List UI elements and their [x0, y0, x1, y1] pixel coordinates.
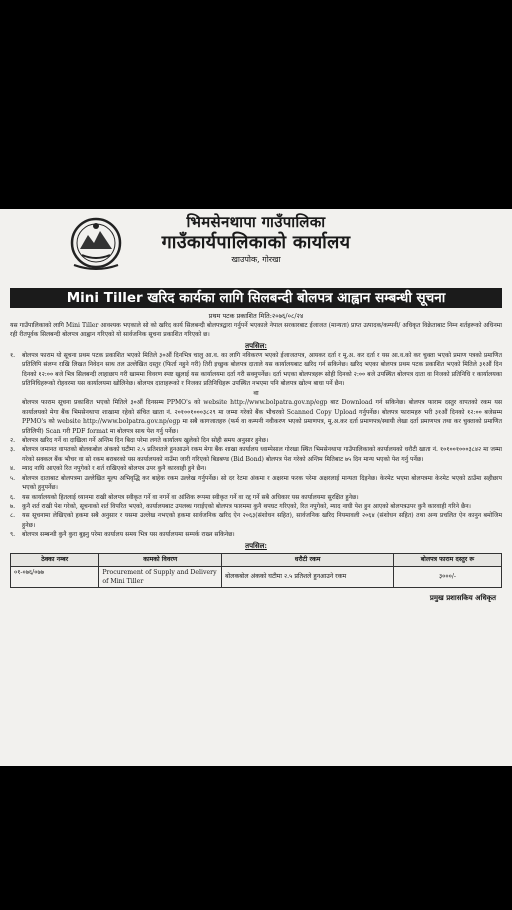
- list-item: २. बोलपत्र खरिद गर्ने वा दाखिला गर्ने अन्तिम दिन बिदा परेमा लगते कार्यालय खुलेको दिन सोही समय अनुसार हुनेछ।: [10, 437, 269, 445]
- list-item: ९. बोलपत्र सम्बन्धी कुनै कुरा बुझ्नु परेमा कार्यालय समय भित्र यस कार्यालयमा सम्पर्क राख्न सकिनेछ।: [10, 531, 235, 539]
- details-heading: तपसिल:: [245, 340, 267, 350]
- list-item: ३. बोलपत्र जमानत वापतको बोलकबोल अंकको घटीमा २.५ प्रतिशतले हुनआउने रकम मेगा बैंक शाखा कार्यालय ध्वाम्पेसाल गोरखा स्थित भिमसेनथापा गाउँपालिकाको कार्यालयको धरौटी खाता नं. १०१००१०००३८४२ मा जम्मा गरेको सक्कल बैंक भौचर वा सो रकम बराबरको यस कार्यालयको नाउँमा जारी गरिएको बिडबण्ड (Bid Bond) बोलपत्र पेश गरेको अन्तिम मितिबाट ७५ दिन मान्य भएको पेश गर्नु पर्नेछ।: [10, 446, 502, 463]
- signature-designation: प्रमुख प्रशासकिय अधिकृत: [429, 592, 496, 602]
- table-header-row: [11, 553, 502, 566]
- list-item: १. बोलपत्र फाराम यो सूचना प्रथम पटक प्रकाशित भएको मितिले ३०औं दिनभित्र चालु आ.व. का लागि नविकरण भएको ईजाजतपत्र, आयकर दर्ता र मू.अ. कर दर्ता र यस आ.व.को कर चुक्ता भएको प्रमाण पत्रको प्रमाणित प्रतिलिपि संलग्न राखि लिखत निवेदन साथ तल उल्लेखित दस्तुर (फिर्ता नहुने गरी) तिरी इच्छुक बोलपत्र दाताले यस कार्यालयबाट खरिद गर्न सकिनेछ। खरिद भएका बोलपत्र प्रथम पटक प्रकाशित भएको मितिले ३१औं दिन दिनको १२:०० बजे भित्र सिलबन्दी लाहाछाप गरी खाममा विवरण स्पष्ट खुलाई यस कार्यालयमा दर्ता गरी सक्नुपर्नेछ। दर्ता भएका बोलपत्रहरू सोही दिनको २:०० बजे उपस्थित बोलपत्र दाता वा निजको प्रतिनिधि र कार्यालयका प्रतिनिधिहरूको रोहवरमा यस कार्यालयमा खोलिनेछ। बोलपत्र दाताहरूको र निजका प्रतिनिधिहरू उपस्थित नभएमा पनि बोलपत्र खोल्न बाधा पर्ने छैन।: [10, 351, 502, 388]
- table-cell: ०१-०७६/०७७: [11, 566, 99, 587]
- table-cell: ३०००/-: [393, 566, 501, 587]
- notice-title: Mini Tiller खरिद कार्यका लागि सिलबन्दी बोलपत्र आह्वान सम्बन्धी सूचना: [10, 288, 502, 308]
- list-item: बोलपत्र फाराम सूचना प्रकाशित भएको मितिले ३०औं दिनसम्म PPMO's को website http://www.bolpatra.gov.np/egp बाट Download गर्न सकिनेछ। बोलपत्र फाराम दस्तुर वापतको रकम यस कार्यालयको मेगा बैंक भिमसेनथापा शाखामा रहेको संचित खाता नं. २०१००१०००३८२९ मा जम्मा गरेको बैंक भौचरको Scanned Copy Upload गर्नुपर्नेछ। बोलपत्र फारामहरु भरी ३१औं दिनको १२:०० बजेसम्म PPMO's को website http://www.bolpatra.gov.np/egp मा सबै कागजातहरु (फर्म वा कम्पनी नवीकरण भएको प्रमाणपत्र, मू.अ.कर दर्ता प्रमाणपत्र/स्थायी लेखा दर्ता प्रमाणपत्र तथा कर चुक्ताको प्रमाणित प्रतिलिपी) Scan गरी PDF format मा बोलपत्र साथ पेश गर्नु पर्नेछ।: [22, 399, 502, 435]
- intro-paragraph: यस गाउँपालिकाको लागि Mini Tiller आवश्यक भएकाले सो को खरिद कार्य सिलबन्दी बोलपत्रद्वारा गर्नुपर्ने भएकाले नेपाल सरकारबाट ईजाजत (मान्यता) प्राप्त उत्पादक/कम्पनी/ अधिकृत विक्रेताबाट निम्न शर्तहरूको अधिनमा रही रीतपूर्वक सिलबन्दी बोलपत्र आह्वान गरिएको यो सार्वजनिक सूचना प्रकाशित गरिएको छ।: [10, 322, 502, 339]
- list-item: ८. यस सूचनामा लेखिएको हकमा सबै अनुसार र यसमा उल्लेख नभएको हकमा सार्वजनिक खरिद ऐन २०६३(संशोधन सहित), सार्वजनिक खरिद नियमावली २०६४ (संशोधन सहित) तथा अन्य प्रचलित ऐन कानुन बमोजिम हुनेछ।: [10, 512, 502, 529]
- table-cell: Procurement of Supply and Delivery of Mini Tiller: [99, 566, 222, 587]
- or-separator: वा: [253, 389, 259, 398]
- office-location: खाउपोक, गोरखा: [231, 255, 281, 264]
- list-item: ६. यस कार्यालयको हितलाई ध्यानमा राखी बोलपत्र स्वीकृत गर्ने वा नगर्ने वा आंशिक रूपमा स्वीकृत गर्ने वा रद्द गर्ने सबै अधिकार यस कार्यालयमा सुरक्षित हुनेछ।: [10, 493, 359, 501]
- table-row: [11, 566, 502, 587]
- org-name: भिमसेनथापा गाउँपालिका: [186, 213, 326, 231]
- tender-table: [10, 553, 502, 588]
- column-header: ठेक्का नम्बर: [11, 553, 99, 566]
- office-name: गाउँकार्यपालिकाको कार्यालय: [161, 232, 351, 253]
- notice-paper: [0, 209, 512, 766]
- list-item: ७. कुनै शर्त राखी पेश गरेको, सूचनाको शर्त विपरित भएको, कार्यालयबाट उपलब्ध गराईएको बोलपत्र फारममा कुनै थपघट गरिएको, रित नपुगेको, म्याद नाघी पेश हुन आएको बोलपत्रउपर कुनै कारवाही गरिने छैन।: [10, 502, 471, 510]
- column-header: कामको विवरण: [99, 553, 222, 566]
- table-heading: तपसिल:: [245, 540, 267, 550]
- table-cell: बोलकबोल अंकको घटीमा २.५ प्रतिशले हुनआउने रकम: [222, 566, 394, 587]
- column-header: धरौटी रकम: [222, 553, 394, 566]
- nepal-emblem-icon: [68, 215, 124, 273]
- notice-header: [10, 213, 502, 287]
- publish-date: प्रथम पटक प्रकाशित मिति:२०७६/०८/२४: [208, 312, 304, 320]
- column-header: बोलपत्र फाराम दस्तुर रू: [393, 553, 501, 566]
- list-item: ४. म्याद नाघि आएको रित नपुगेको र शर्त राखिएको बोलपत्र उपर कुनै कारवाही हुने छैन।: [10, 465, 207, 473]
- list-item: ५. बोलपत्र दाताबाट बोलपत्रमा उल्लेखित मूल्य अभिवृद्धि कर बाहेक रकम उल्लेख गर्नुपर्नेछ। सो दर रेटमा अंकमा र अक्षरमा फरक परेमा अक्षरलाई मान्यता दिइनेछ। केरमेट भएमा बोलपत्रमा केरमेट भएको ठाउँमा सहीछाप भएको हुनुपर्नेछ।: [10, 474, 502, 492]
